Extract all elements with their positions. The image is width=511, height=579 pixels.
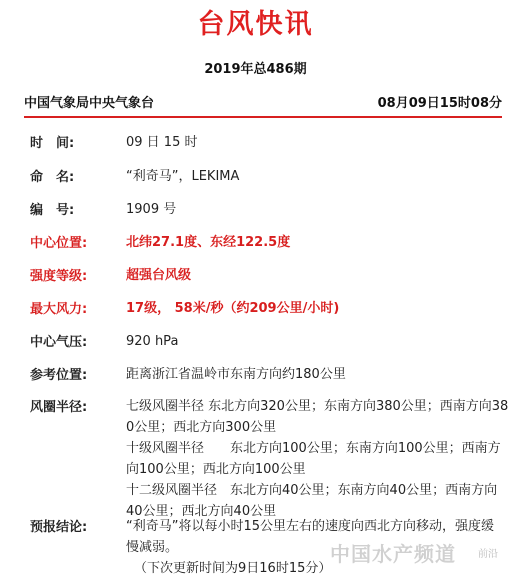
field-label: 最大风力: [30,302,88,317]
field-label: 参考位置: [30,368,88,383]
field-value: 1909 号 [126,202,177,217]
field-label: 预报结论: [30,520,88,535]
agency-name: 中国气象局中央气象台 [24,96,155,111]
wind-radius-line: 十级风圈半径 东北方向100公里；东南方向100公里；西南方 [126,441,501,456]
field-value: “利奇马”，LEKIMA [126,169,240,184]
issue-number: 2019年总486期 [204,62,307,77]
watermark-logo: 中国水产频道 [330,542,456,566]
header-divider [24,116,502,118]
forecast-line: （下次更新时间为9日16时15分） [134,561,332,576]
wind-radius-line: 七级风圈半径 东北方向320公里；东南方向380公里；西南方向38 [126,399,509,414]
field-label: 编 号: [30,203,75,218]
field-value: 920 hPa [126,334,179,349]
wind-radius-line: 40公里；西北方向40公里 [126,504,277,519]
wind-radius-line: 0公里；西北方向300公里 [126,420,277,435]
field-value: 北纬27.1度、东经122.5度 [126,235,291,250]
field-value: 超强台风级 [126,268,192,283]
watermark-sub: 前沿 [478,549,498,560]
field-label: 命 名: [30,170,75,185]
wind-radius-line: 十二级风圈半径 东北方向40公里；东南方向40公里；西南方向 [126,483,498,498]
wind-radius-line: 向100公里；西北方向100公里 [126,462,306,477]
field-value: 09 日 15 时 [126,135,198,150]
field-value [126,396,509,522]
page-title: 台风快讯 [197,9,314,40]
field-label: 中心气压: [30,335,88,350]
field-value: 距离浙江省温岭市东南方向约180公里 [126,367,346,382]
field-label: 风圈半径: [30,400,88,415]
forecast-line: “利奇马”将以每小时15公里左右的速度向西北方向移动，强度缓 [126,519,495,534]
field-value: 17级， 58米/秒（约209公里/小时) [126,301,340,316]
issued-time: 08月09日15时08分 [377,96,502,111]
field-label: 中心位置: [30,236,88,251]
field-label: 时 间: [30,136,75,151]
forecast-line: 慢减弱。 [126,540,179,555]
field-label: 强度等级: [30,269,88,284]
